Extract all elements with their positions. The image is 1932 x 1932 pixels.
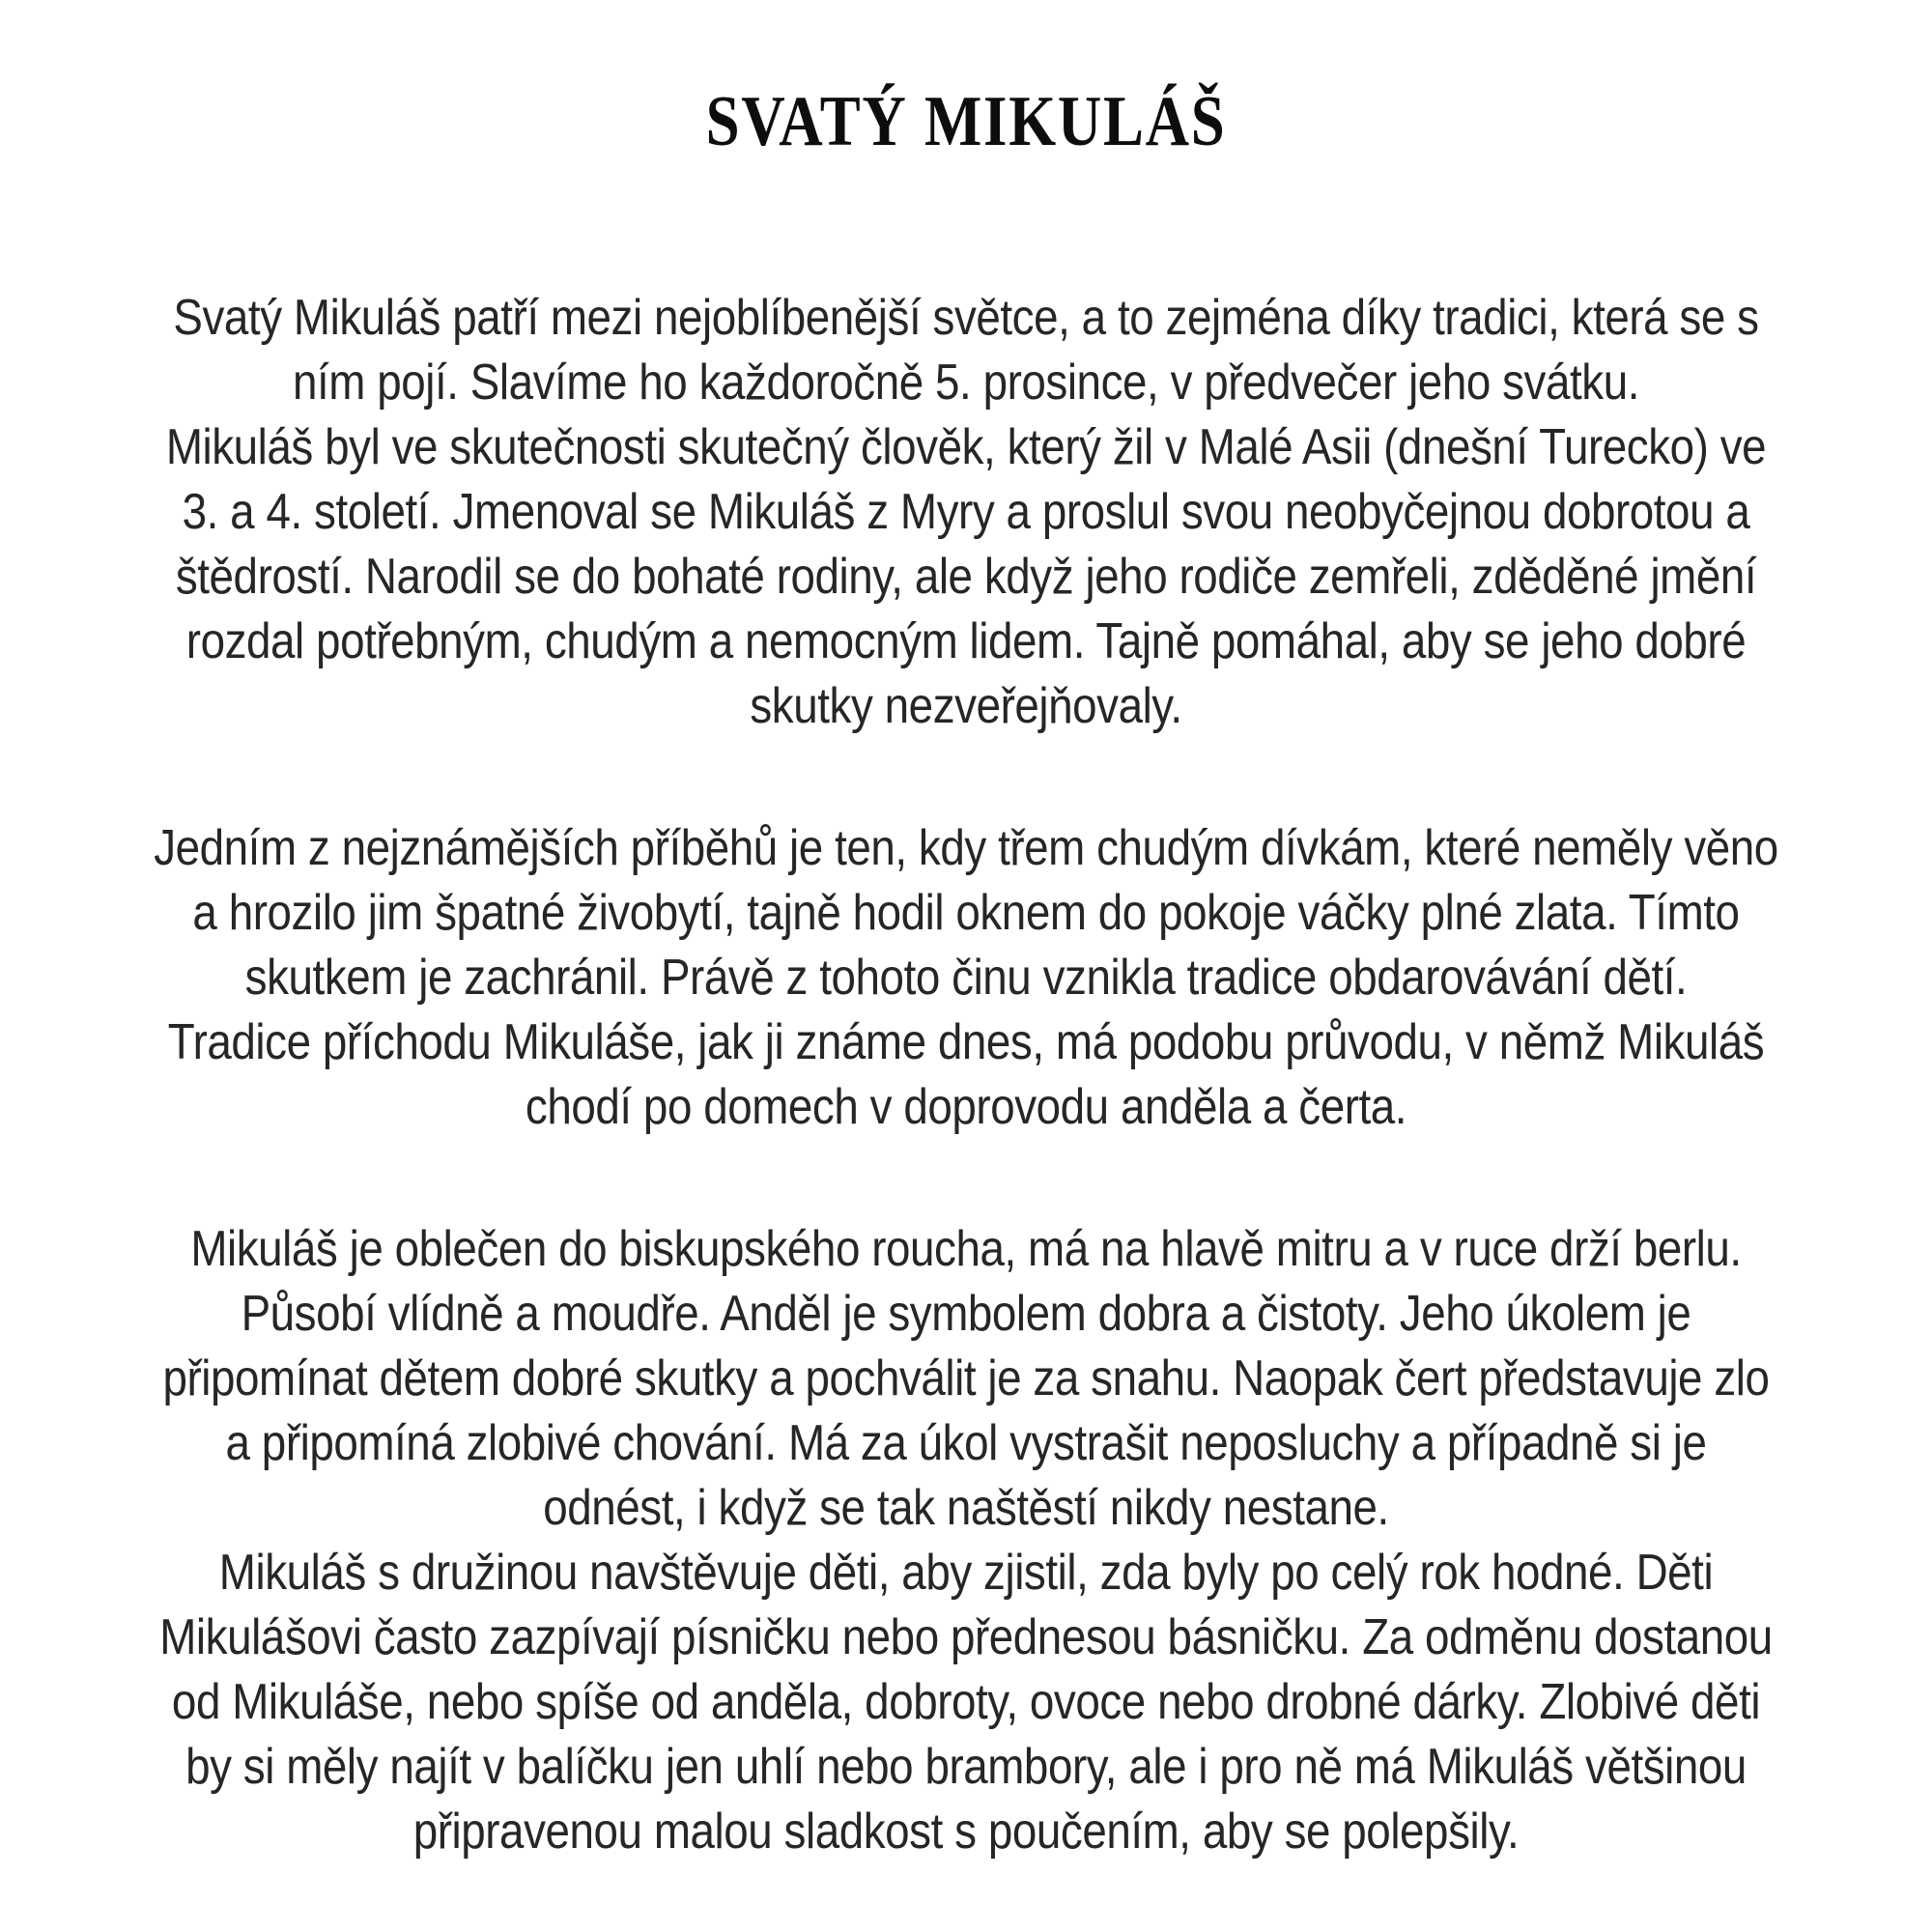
text-line: Tradice příchodu Mikuláše, jak ji známe dnes, má podobu průvodu, v němž Mikuláš [167,1014,1765,1070]
text-line: ním pojí. Slavíme ho každoročně 5. prosince, v předvečer jeho svátku. [292,355,1640,411]
text-line: Mikuláš s družinou navštěvuje děti, aby zjistil, zda byly po celý rok hodné. Děti [218,1545,1714,1601]
text-line: Mikuláš byl ve skutečnosti skutečný člověk, který žil v Malé Asii (dnešní Turecko) ve [165,419,1767,475]
text-line: skutky nezveřejňovaly. [750,678,1182,734]
text-line: rozdal potřebným, chudým a nemocným lidem. Tajně pomáhal, aby se jeho dobré [185,613,1747,669]
paragraph-block [39,286,1893,739]
text-line: připomínat dětem dobré skutky a pochválit je za snahu. Naopak čert představuje zlo [162,1350,1770,1406]
document-body [39,286,1893,1864]
text-line: 3. a 4. století. Jmenoval se Mikuláš z Myry a proslul svou neobyčejnou dobrotou a [182,484,1750,540]
paragraph-block [39,1217,1893,1864]
text-line: štědrostí. Narodil se do bohaté rodiny, ale když jeho rodiče zemřeli, zděděné jmění [175,549,1757,605]
text-line: odnést, i když se tak naštěstí nikdy nestane. [543,1480,1389,1536]
paragraph-block [39,816,1893,1140]
page-title: SVATÝ MIKULÁŠ [705,82,1227,161]
text-line: by si měly najít v balíčku jen uhlí nebo brambory, ale i pro ně má Mikuláš většinou [185,1739,1747,1795]
text-line: Svatý Mikuláš patří mezi nejoblíbenější světce, a to zejména díky tradici, která se s [173,290,1759,346]
text-line: Jedním z nejznámějších příběhů je ten, kdy třem chudým dívkám, které neměly věno [154,820,1778,876]
text-line: skutkem je zachránil. Právě z tohoto činu vznikla tradice obdarovávání dětí. [244,950,1688,1006]
text-line: Mikuláš je oblečen do biskupského roucha, má na hlavě mitru a v ruce drží berlu. [190,1221,1742,1277]
text-line: od Mikuláše, nebo spíše od anděla, dobroty, ovoce nebo drobné dárky. Zlobivé děti [171,1674,1761,1730]
text-line: připravenou malou sladkost s poučením, aby se polepšily. [412,1804,1520,1860]
text-line: a hrozilo jim špatné živobytí, tajně hodil oknem do pokoje váčky plné zlata. Tímto [192,885,1740,941]
text-line: Působí vlídně a moudře. Anděl je symbolem dobra a čistoty. Jeho úkolem je [241,1286,1691,1342]
text-line: a připomíná zlobivé chování. Má za úkol vystrašit neposluchy a případně si je [225,1415,1707,1471]
text-line: chodí po domech v doprovodu anděla a čerta. [525,1079,1407,1135]
text-line: Mikulášovi často zazpívají písničku nebo přednesou básničku. Za odměnu dostanou [159,1609,1773,1665]
